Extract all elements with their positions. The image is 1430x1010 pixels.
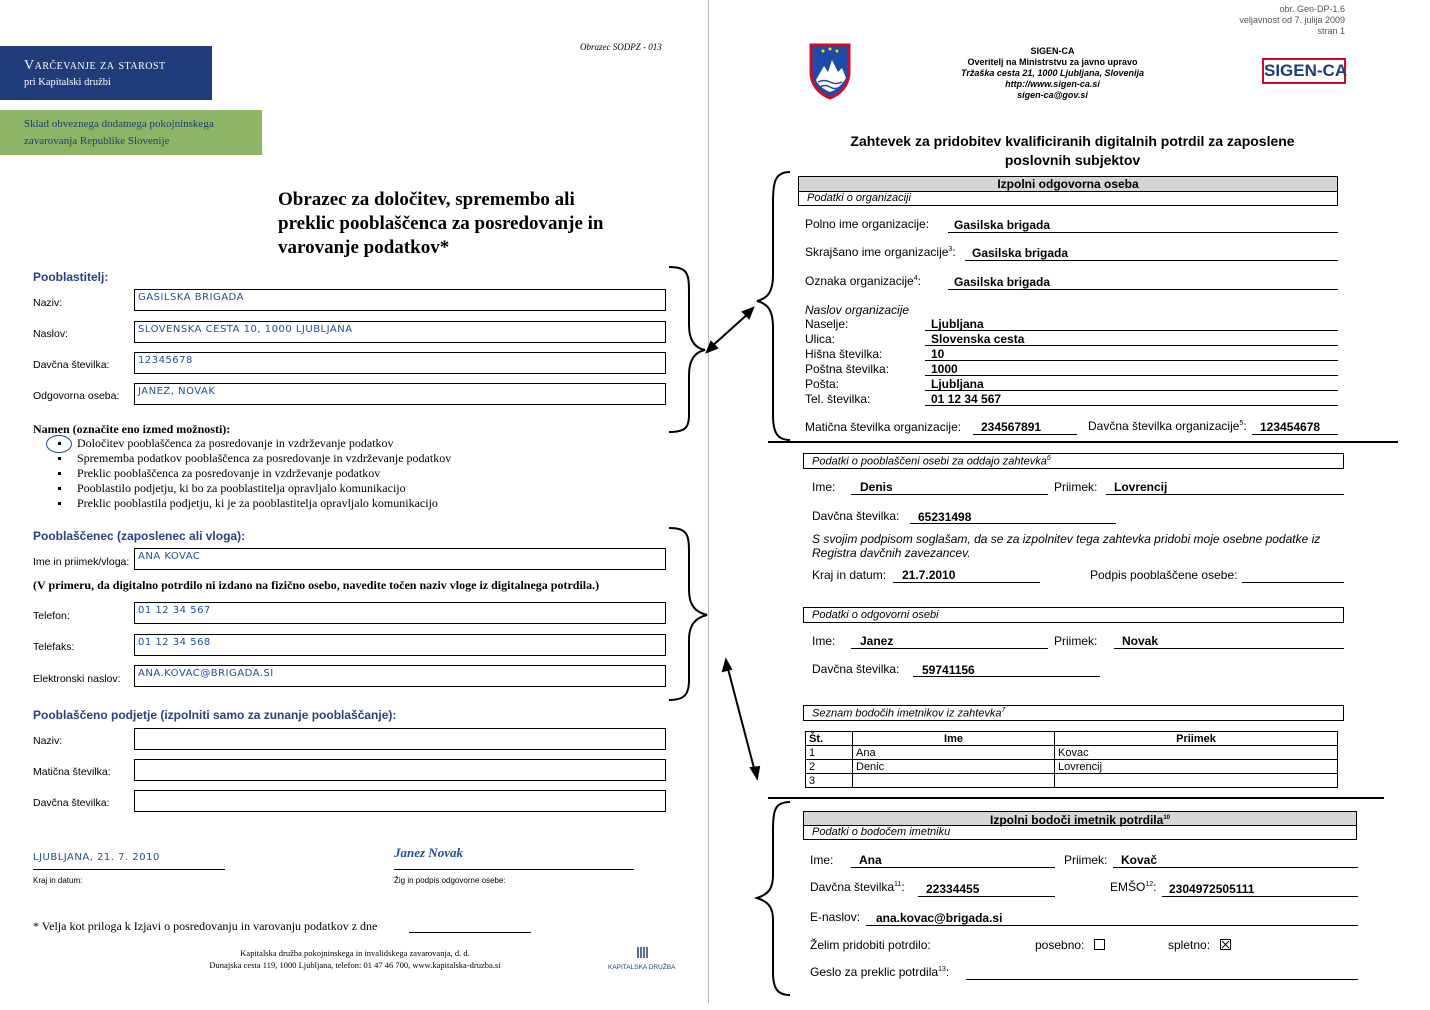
odgovorna-section	[803, 607, 1344, 623]
geslo-label-text: Geslo za preklic potrdila	[810, 965, 939, 979]
row1-priimek[interactable]: Kovac	[1055, 746, 1338, 760]
pooblascena-ime-line	[851, 494, 1048, 495]
right-title-line2: poslovnih subjektov	[1004, 152, 1141, 168]
col-st-header: Št.	[806, 732, 853, 746]
naselje-value[interactable]: Ljubljana	[931, 317, 984, 331]
namen-option-3[interactable]: Preklic pooblaščenca za posredovanje in vzdrževanje podatkov	[77, 466, 381, 480]
odgovorna-davcna-label: Davčna številka:	[812, 662, 900, 676]
imetnik-davcna-sup: 11	[894, 881, 902, 888]
postna-line	[925, 375, 1338, 376]
oznaka-label: Oznaka organizacije$^4$:	[805, 274, 921, 288]
hisna-label: Hišna številka:	[805, 347, 883, 361]
email-label: Elektronski naslov:	[33, 673, 121, 685]
checkmark-x-icon	[1221, 940, 1230, 949]
consent-line1: S svojim podpisom soglašam, da se za izpolnitev tega zahtevka pridobi moje osebne podatke iz	[812, 532, 1321, 546]
pooblastitelj-odgovorna-field[interactable]	[134, 383, 666, 405]
pooblascena-davcna-line	[910, 523, 1116, 524]
posta-line	[925, 390, 1338, 391]
signature-label: Žig in podpis odgovorne osebe:	[394, 876, 506, 885]
pooblascena-title	[812, 455, 1051, 468]
odgovorna-davcna-value[interactable]: 59741156	[922, 663, 975, 677]
imetnik-priimek-value[interactable]: Kovač	[1121, 853, 1158, 867]
telefon-field[interactable]	[134, 602, 666, 624]
telefaks-value: 01 12 34 568	[138, 637, 211, 648]
oznaka-line	[948, 289, 1338, 290]
davcna-org-label-text: Davčna številka organizacije	[1088, 419, 1240, 433]
polno-ime-label: Polno ime organizacije:	[805, 217, 930, 231]
pooblascenec-heading: Pooblaščenec (zaposlenec ali vloga):	[33, 529, 246, 543]
pooblastitelj-naziv-field[interactable]	[134, 289, 666, 311]
brace-imetnik	[757, 802, 790, 995]
footnote-line	[409, 932, 531, 933]
slovenia-coat-of-arms-icon	[808, 42, 852, 100]
left-title	[278, 188, 603, 260]
imetnik-email-value[interactable]: ana.kovac@brigada.si	[876, 911, 1003, 925]
namen-heading: Namen (označite eno izmed možnosti):	[33, 422, 231, 436]
oznaka-label-text: Oznaka organizacije	[805, 274, 914, 288]
skrajsano-label-text: Skrajšano ime organizacije	[805, 245, 949, 259]
col-priimek-header: Priimek	[1055, 732, 1338, 746]
naslov-label: Naslov organizacije	[805, 303, 910, 317]
podjetje-naziv-label: Naziv:	[33, 735, 63, 747]
row1-st: 1	[806, 746, 853, 760]
left-title-line3: varovanje podatkov*	[278, 237, 450, 258]
telefaks-label: Telefaks:	[33, 641, 75, 653]
telefon-label: Telefon:	[33, 610, 70, 622]
annotation-braces	[665, 160, 810, 1010]
imetnik-bar	[803, 811, 1357, 826]
spletno-checkbox[interactable]	[1220, 939, 1231, 950]
pooblascena-ime-value[interactable]: Denis	[860, 480, 893, 494]
row2-priimek[interactable]: Lovrencij	[1055, 760, 1338, 774]
pooblascena-priimek-value[interactable]: Lovrencij	[1114, 480, 1168, 494]
posebno-label: posebno:	[1035, 938, 1085, 952]
left-title-line2: preklic pooblaščenca za posredovanje in	[278, 213, 604, 234]
imetnik-davcna-label-text: Davčna številka	[810, 880, 895, 894]
davcna-org-value[interactable]: 123454678	[1260, 420, 1321, 434]
pooblascenec-ime-value: ANA KOVAC	[138, 551, 201, 562]
hisna-line	[925, 360, 1338, 361]
davcna-org-line	[1252, 434, 1338, 435]
namen-option-2[interactable]: Sprememba podatkov pooblaščenca za posredovanje in vzdrževanje podatkov	[77, 451, 452, 465]
consent-line2: Registra davčnih zavezancev.	[812, 546, 971, 560]
emso-value[interactable]: 2304972505111	[1169, 882, 1255, 896]
pooblascenec-ime-label: Ime in priimek/vloga:	[33, 556, 130, 568]
ulica-value[interactable]: Slovenska cesta	[931, 332, 1025, 346]
brand-line1: Varčevanje za starost	[24, 58, 166, 73]
place-date-value: LJUBLJANA, 21. 7. 2010	[33, 852, 160, 863]
row1-ime[interactable]: Ana	[853, 746, 1055, 760]
pooblascena-priimek-label: Priimek:	[1054, 480, 1098, 494]
pooblascena-title-sup: 6	[1046, 455, 1051, 462]
brand-logo-box	[0, 46, 212, 100]
geslo-sup: 13	[938, 966, 946, 973]
pooblastitelj-davcna-value: 12345678	[138, 355, 193, 366]
telefon-value: 01 12 34 567	[138, 605, 211, 616]
podpis-label: Podpis pooblaščene osebe:	[1090, 568, 1238, 582]
namen-option-1[interactable]: Določitev pooblaščenca za posredovanje in vzdrževanje podatkov	[77, 436, 394, 450]
kraj-value[interactable]: 21.7.2010	[902, 568, 956, 582]
posta-label: Pošta:	[805, 377, 840, 391]
footer-logo-text: KAPITALSKA DRUŽBA	[608, 964, 676, 971]
maticna-value[interactable]: 234567891	[981, 420, 1042, 434]
odgovorna-priimek-value[interactable]: Novak	[1122, 634, 1159, 648]
naselje-label: Naselje:	[805, 317, 849, 331]
seznam-title-sup: 7	[1001, 707, 1006, 714]
pooblascenec-note: (V primeru, da digitalno potrdilo ni izdano na fizično osebo, navedite točen naziv vloge iz digitalnega potrdila.)	[33, 578, 600, 592]
fund-line2: zavarovanja Republike Slovenije	[24, 135, 170, 147]
fund-line1: Sklad obveznega dodatnega pokojninskega	[24, 118, 214, 130]
imetnik-priimek-line	[1113, 867, 1358, 868]
doc-meta-3: stran 1	[1317, 26, 1345, 36]
geslo-line[interactable]	[966, 979, 1358, 980]
imetnik-title: Podatki o bodočem imetniku	[812, 826, 951, 838]
podpis-line[interactable]	[1242, 582, 1344, 583]
imetnik-bar-text: Izpolni bodoči imetnik potrdila	[989, 813, 1164, 827]
davcna-org-label: Davčna številka organizacije$^5$:	[1088, 419, 1247, 433]
namen-bullet-3	[58, 472, 61, 475]
imetniki-header-row	[806, 732, 1338, 746]
email-field[interactable]	[134, 665, 666, 687]
imetnik-ime-line	[851, 867, 1055, 868]
namen-bullet-1	[58, 442, 61, 445]
postna-value[interactable]: 1000	[931, 362, 958, 376]
podjetje-heading: Pooblaščeno podjetje (izpolniti samo za zunanje pooblaščanje):	[33, 708, 397, 722]
sigen-header	[920, 46, 1185, 101]
organizacija-title: Podatki o organizaciji	[807, 192, 911, 204]
spletno-label: spletno:	[1168, 938, 1211, 952]
pooblastitelj-naslov-value: SLOVENSKA CESTA 10, 1000 LJUBLJANA	[138, 324, 353, 335]
col-ime-header: Ime	[853, 732, 1055, 746]
telefaks-field[interactable]	[134, 634, 666, 656]
imetnik-ime-value[interactable]: Ana	[859, 853, 882, 867]
odgovorna-davcna-line	[913, 676, 1100, 677]
pooblastitelj-naziv-value: GASILSKA BRIGADA	[138, 292, 244, 303]
footer-line2: Dunajska cesta 119, 1000 Ljubljana, telefon: 01 47 46 700, www.kapitalska-druzba.si	[209, 960, 501, 970]
odgovorna-ime-label: Ime:	[812, 634, 836, 648]
kraj-line	[893, 582, 1040, 583]
sigen-header-address: Tržaška cesta 21, 1000 Ljubljana, Slovenija	[961, 68, 1144, 78]
imetnik-ime-label: Ime:	[810, 853, 834, 867]
pooblastitelj-davcna-label: Davčna številka:	[33, 359, 110, 371]
imetnik-bar-sup: 10	[1163, 815, 1171, 821]
skrajsano-sup: 3	[948, 246, 953, 253]
zelim-label: Želim pridobiti potrdilo:	[810, 938, 931, 952]
odgovorna-title: Podatki o odgovorni osebi	[812, 609, 939, 621]
maticna-label: Matična številka organizacije:	[805, 420, 962, 434]
tel-label: Tel. številka:	[805, 392, 871, 406]
namen-bullet-4	[58, 487, 61, 490]
emso-label-text: EMŠO	[1110, 880, 1146, 894]
pooblastitelj-davcna-field[interactable]	[134, 352, 666, 374]
skrajsano-line	[965, 260, 1338, 261]
sigen-header-line2: Overitelj na Ministrstvu za javno upravo	[967, 57, 1138, 67]
brace-pooblastitelj	[669, 267, 705, 432]
odgovorna-priimek-label: Priimek:	[1054, 634, 1098, 648]
tel-value[interactable]: 01 12 34 567	[931, 392, 1002, 406]
signature-line	[394, 869, 634, 870]
ulica-label: Ulica:	[805, 332, 836, 346]
imetnik-davcna-value[interactable]: 22334455	[926, 882, 980, 896]
imetnik-section	[803, 825, 1357, 840]
pooblastitelj-odgovorna-value: JANEZ, NOVAK	[138, 386, 216, 397]
posta-value[interactable]: Ljubljana	[931, 377, 984, 391]
pooblastitelj-odgovorna-label: Odgovorna oseba:	[33, 390, 120, 402]
right-title	[800, 132, 1345, 170]
odgovorna-ime-line	[851, 648, 1048, 649]
namen-option-4[interactable]: Pooblastilo podjetju, ki bo za pooblastitelja opravljalo komunikacijo	[77, 481, 406, 495]
pooblascena-davcna-value[interactable]: 65231498	[918, 510, 972, 524]
emso-line	[1162, 896, 1358, 897]
footnote: * Velja kot priloga k Izjavi o posredovanju in varovanju podatkov z dne	[33, 919, 378, 933]
polno-ime-line	[948, 232, 1338, 233]
row2-st: 2	[806, 760, 853, 774]
pooblascena-priimek-line	[1106, 494, 1344, 495]
odgovorna-priimek-line	[1114, 648, 1344, 649]
imetnik-email-line	[866, 925, 1358, 926]
pooblascena-title-text: Podatki o pooblaščeni osebi za oddajo zahtevka	[812, 455, 1047, 468]
odgovorna-oseba-bar: Izpolni odgovorna oseba	[798, 176, 1338, 192]
podjetje-davcna-field[interactable]	[134, 790, 666, 812]
right-title-line1: Zahtevek za pridobitev kvalificiranih digitalnih potrdil za zaposlene	[850, 133, 1295, 149]
skrajsano-label: Skrajšano ime organizacije$^3$:	[805, 245, 956, 259]
podjetje-maticna-label: Matična številka:	[33, 766, 111, 778]
pooblascena-davcna-label: Davčna številka:	[812, 509, 900, 523]
table-row	[806, 760, 1338, 774]
odgovorna-ime-value[interactable]: Janez	[860, 634, 894, 648]
table-row	[806, 746, 1338, 760]
polno-ime-value[interactable]: Gasilska brigada	[954, 218, 1051, 232]
kapitalska-logo-icon	[636, 945, 650, 959]
imetniki-table	[805, 731, 1338, 788]
section-divider-1	[768, 441, 1398, 443]
imetnik-davcna-label: Davčna številka$^{11}$:	[810, 880, 905, 894]
postna-label: Poštna številka:	[805, 362, 890, 376]
fund-box	[0, 110, 262, 155]
row3-priimek[interactable]	[1055, 774, 1338, 788]
row2-ime[interactable]: Denic	[853, 760, 1055, 774]
emso-sup: 12	[1145, 881, 1154, 888]
left-title-line1: Obrazec za določitev, spremembo ali	[278, 189, 575, 210]
row3-st: 3	[806, 774, 853, 788]
podjetje-davcna-label: Davčna številka:	[33, 797, 110, 809]
oznaka-sup: 4	[913, 275, 918, 282]
pooblastitelj-heading: Pooblastitelj:	[33, 270, 109, 284]
tel-line	[925, 405, 1338, 406]
namen-bullet-2	[58, 457, 61, 460]
sigen-header-email[interactable]: sigen-ca@gov.si	[1017, 90, 1088, 100]
sigen-header-name: SIGEN-CA	[1030, 46, 1075, 56]
sigen-ca-logo: SIGEN-CA	[1262, 58, 1346, 84]
seznam-title	[812, 707, 1005, 720]
namen-option-5[interactable]: Preklic pooblastila podjetju, ki je za pooblastitelja opravljalo komunikacijo	[77, 496, 438, 510]
brand-line2: pri Kapitalski družbi	[24, 77, 111, 88]
pooblascenec-ime-field[interactable]	[134, 548, 666, 570]
section-divider-2	[768, 797, 1384, 799]
brace-pooblascenec	[669, 528, 707, 700]
pooblascena-ime-label: Ime:	[812, 480, 836, 494]
imetnik-priimek-label: Priimek:	[1064, 853, 1108, 867]
emso-label: EMŠO$^{12}$:	[1110, 880, 1157, 894]
table-row	[806, 774, 1338, 788]
place-date-line	[33, 869, 225, 870]
davcna-org-sup: 5	[1239, 420, 1244, 427]
geslo-label: Geslo za preklic potrdila$^{13}$:	[810, 965, 950, 979]
doc-meta-2: veljavnost od 7. julija 2009	[1239, 15, 1345, 25]
pooblascena-section	[803, 453, 1344, 469]
seznam-section	[803, 705, 1344, 721]
footer-line1: Kapitalska družba pokojninskega in invalidskega zavarovanja, d. d.	[240, 948, 470, 958]
namen-bullet-5	[58, 502, 61, 505]
ulica-line	[925, 345, 1338, 346]
pooblastitelj-naslov-field[interactable]	[134, 321, 666, 343]
pooblastitelj-naslov-label: Naslov:	[33, 328, 69, 340]
maticna-line	[973, 434, 1077, 435]
posebno-checkbox[interactable]	[1094, 939, 1105, 950]
row3-ime[interactable]	[853, 774, 1055, 788]
podjetje-naziv-field[interactable]	[134, 728, 666, 750]
pooblastitelj-naziv-label: Naziv:	[33, 297, 63, 309]
doc-meta-1: obr. Gen-DP-1.6	[1279, 4, 1345, 14]
kraj-label: Kraj in datum:	[812, 568, 887, 582]
sigen-header-url[interactable]: http://www.sigen-ca.si	[1005, 79, 1100, 89]
consent-text	[812, 532, 1352, 560]
organizacija-section	[798, 191, 1338, 206]
brace-odgovorna	[757, 172, 790, 440]
hisna-value[interactable]: 10	[931, 347, 945, 361]
podjetje-maticna-field[interactable]	[134, 759, 666, 781]
imetnik-email-label: E-naslov:	[810, 910, 861, 924]
email-value: ANA.KOVAC@BRIGADA.SI	[138, 668, 274, 679]
form-code: Obrazec SODPZ - 013	[580, 42, 662, 52]
oznaka-value[interactable]: Gasilska brigada	[954, 275, 1051, 289]
seznam-title-text: Seznam bodočih imetnikov iz zahtevka	[812, 707, 1002, 720]
place-date-label: Kraj in datum:	[33, 876, 83, 885]
imetnik-davcna-line	[918, 896, 1055, 897]
skrajsano-value[interactable]: Gasilska brigada	[972, 246, 1069, 260]
signature-value: Janez Novak	[394, 845, 463, 860]
naselje-line	[925, 330, 1338, 331]
